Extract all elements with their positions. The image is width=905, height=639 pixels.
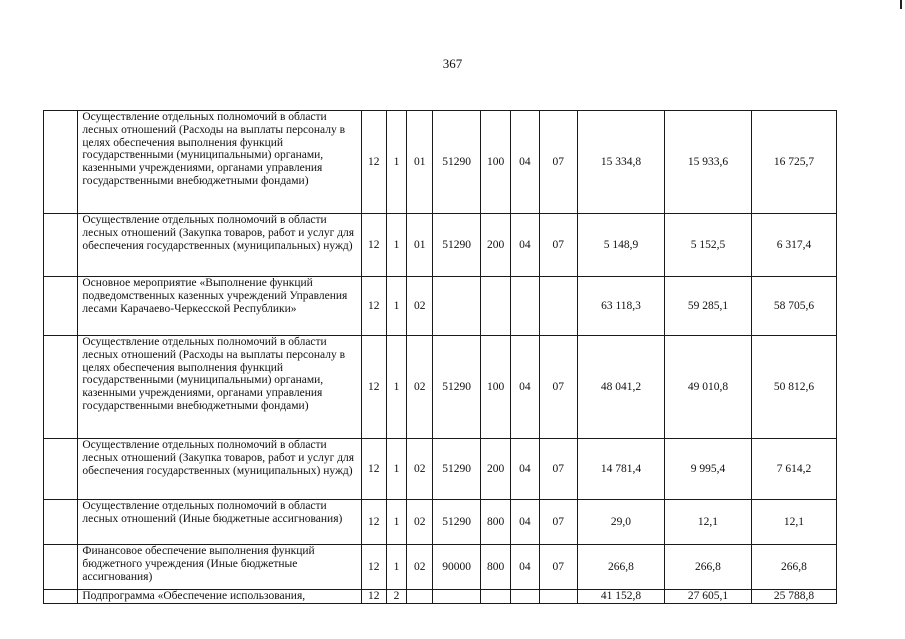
table-row: [44, 439, 837, 500]
code-program: 1: [386, 336, 406, 439]
amount-year-3: 58 705,6: [751, 277, 836, 336]
code-direction: 51290: [433, 500, 481, 545]
amount-year-3: 6 317,4: [751, 214, 836, 277]
code-section: 04: [511, 439, 539, 500]
amount-year-3: 25 788,8: [751, 590, 836, 604]
code-direction: 51290: [433, 439, 481, 500]
row-name: Подпрограмма «Обеспечение использования,: [78, 590, 361, 604]
stub-cell: [44, 277, 78, 336]
code-section: [511, 590, 539, 604]
amount-year-2: 49 010,8: [664, 336, 751, 439]
stub-cell: [44, 590, 78, 604]
code-direction: 51290: [433, 111, 481, 214]
row-name: Осуществление отдельных полномочий в области лесных отношений (Иные бюджетные ассигнования): [78, 500, 361, 545]
amount-year-2: 9 995,4: [664, 439, 751, 500]
amount-year-3: 50 812,6: [751, 336, 836, 439]
code-program: 1: [386, 214, 406, 277]
code-direction: [433, 590, 481, 604]
amount-year-1: 5 148,9: [577, 214, 664, 277]
amount-year-1: 29,0: [577, 500, 664, 545]
code-section: 04: [511, 111, 539, 214]
code-subsection: 07: [539, 500, 577, 545]
code-event: 01: [407, 111, 433, 214]
code-section: [511, 277, 539, 336]
code-expense-type: 200: [480, 439, 510, 500]
row-name: Осуществление отдельных полномочий в области лесных отношений (Закупка товаров, работ и услуг для обеспечения государственных (муниципальных) нужд): [78, 214, 361, 277]
code-expense-type: 200: [480, 214, 510, 277]
amount-year-1: 266,8: [577, 545, 664, 590]
stub-cell: [44, 111, 78, 214]
code-subsection: 07: [539, 111, 577, 214]
code-subsection: [539, 590, 577, 604]
code-program: 1: [386, 111, 406, 214]
code-subsection: 07: [539, 214, 577, 277]
code-program: 1: [386, 545, 406, 590]
code-subsection: [539, 277, 577, 336]
stub-cell: [44, 336, 78, 439]
table-row: [44, 214, 837, 277]
code-section: 04: [511, 214, 539, 277]
amount-year-3: 7 614,2: [751, 439, 836, 500]
table-row: [44, 277, 837, 336]
code-event: 02: [407, 277, 433, 336]
code-event: 02: [407, 336, 433, 439]
code-subsection: 07: [539, 545, 577, 590]
page-number: 367: [442, 56, 463, 71]
scan-corner-mark: [900, 0, 902, 9]
code-subsection: 07: [539, 336, 577, 439]
budget-table: [43, 110, 837, 604]
row-name: Основное мероприятие «Выполнение функций подведомственных казенных учреждений Управления лесами Карачаево-Черкесской Республики»: [78, 277, 361, 336]
amount-year-2: 27 605,1: [664, 590, 751, 604]
table-row: [44, 500, 837, 545]
table-row: [44, 336, 837, 439]
code-ministry: 12: [361, 214, 386, 277]
code-section: 04: [511, 545, 539, 590]
table-row: [44, 111, 837, 214]
code-event: [407, 590, 433, 604]
amount-year-3: 12,1: [751, 500, 836, 545]
stub-cell: [44, 439, 78, 500]
amount-year-3: 16 725,7: [751, 111, 836, 214]
row-name: Осуществление отдельных полномочий в области лесных отношений (Расходы на выплаты персоналу в целях обеспечения выполнения функций государственными (муниципальными) органами, казенными учреждениями, органами управления государственными внебюджетными фондами): [78, 336, 361, 439]
code-event: 02: [407, 439, 433, 500]
code-program: 1: [386, 277, 406, 336]
code-event: 01: [407, 214, 433, 277]
table-row: [44, 545, 837, 590]
amount-year-3: 266,8: [751, 545, 836, 590]
code-ministry: 12: [361, 545, 386, 590]
code-expense-type: [480, 590, 510, 604]
table-row: [44, 590, 837, 604]
amount-year-2: 266,8: [664, 545, 751, 590]
stub-cell: [44, 545, 78, 590]
code-direction: [433, 277, 481, 336]
code-expense-type: [480, 277, 510, 336]
code-section: 04: [511, 336, 539, 439]
code-ministry: 12: [361, 277, 386, 336]
row-name: Осуществление отдельных полномочий в области лесных отношений (Закупка товаров, работ и услуг для обеспечения государственных (муниципальных) нужд): [78, 439, 361, 500]
code-ministry: 12: [361, 111, 386, 214]
code-ministry: 12: [361, 590, 386, 604]
code-program: 1: [386, 500, 406, 545]
code-expense-type: 100: [480, 336, 510, 439]
code-event: 02: [407, 545, 433, 590]
row-name: Финансовое обеспечение выполнения функций бюджетного учреждения (Иные бюджетные ассигнования): [78, 545, 361, 590]
code-direction: 90000: [433, 545, 481, 590]
code-expense-type: 100: [480, 111, 510, 214]
code-event: 02: [407, 500, 433, 545]
code-program: 1: [386, 439, 406, 500]
amount-year-2: 59 285,1: [664, 277, 751, 336]
code-ministry: 12: [361, 439, 386, 500]
stub-cell: [44, 500, 78, 545]
code-direction: 51290: [433, 336, 481, 439]
amount-year-1: 14 781,4: [577, 439, 664, 500]
code-section: 04: [511, 500, 539, 545]
amount-year-2: 12,1: [664, 500, 751, 545]
code-expense-type: 800: [480, 500, 510, 545]
amount-year-1: 63 118,3: [577, 277, 664, 336]
amount-year-2: 15 933,6: [664, 111, 751, 214]
code-expense-type: 800: [480, 545, 510, 590]
code-direction: 51290: [433, 214, 481, 277]
amount-year-1: 41 152,8: [577, 590, 664, 604]
code-ministry: 12: [361, 336, 386, 439]
amount-year-2: 5 152,5: [664, 214, 751, 277]
amount-year-1: 15 334,8: [577, 111, 664, 214]
code-ministry: 12: [361, 500, 386, 545]
budget-table-body: [44, 111, 837, 604]
code-program: 2: [386, 590, 406, 604]
amount-year-1: 48 041,2: [577, 336, 664, 439]
row-name: Осуществление отдельных полномочий в области лесных отношений (Расходы на выплаты персоналу в целях обеспечения выполнения функций государственными (муниципальными) органами, казенными учреждениями, органами управления государственными внебюджетными фондами): [78, 111, 361, 214]
code-subsection: 07: [539, 439, 577, 500]
stub-cell: [44, 214, 78, 277]
